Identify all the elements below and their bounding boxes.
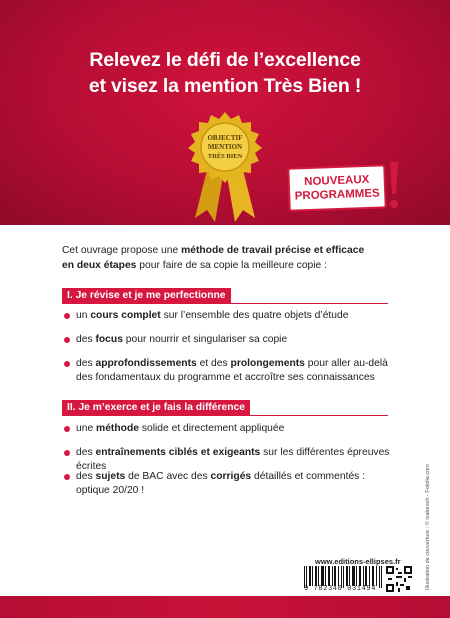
cover-credit: Illustration de couverture : © izabeveh - Fotolia.com [425, 464, 431, 590]
new-programs-stamp [287, 164, 386, 211]
intro-text-2: pour faire de sa copie la meilleure copie : [136, 259, 328, 271]
intro-paragraph [62, 244, 392, 273]
medal-line-3: TRÈS BIEN [207, 153, 243, 160]
list-item: des entraînements ciblés et exigeants sur les différentes épreuves écrites [62, 446, 392, 474]
isbn-number: 9 782340 031494 [304, 585, 377, 593]
medal-line-2: MENTION [207, 143, 243, 151]
qr-code-icon [386, 566, 412, 592]
list-item: un cours complet sur l’ensemble des quatre objets d’étude [62, 309, 392, 323]
exclamation-icon [388, 160, 400, 212]
headline-line-2: et visez la mention Très Bien ! [88, 75, 362, 97]
medal-icon [181, 110, 269, 230]
section-1-rule [62, 303, 388, 304]
intro-text-1: Cet ouvrage propose une [62, 245, 182, 256]
publisher-url: www.editions-ellipses.fr [315, 557, 401, 566]
cover-bottom-band [0, 596, 450, 618]
stamp-line-1: NOUVEAUX [303, 173, 370, 189]
intro-bold-1: méthode de travail précise et efficace [181, 245, 365, 256]
stamp-line-2: PROGRAMMES [294, 187, 380, 203]
section-1-title: I. Je révise et je me perfectionne [62, 288, 231, 303]
cover-headline [0, 47, 450, 99]
list-item: des sujets de BAC avec des corrigés détaillés et commentés : optique 20/20 ! [62, 470, 392, 498]
section-2-title: II. Je m’exerce et je fais la différence [62, 400, 250, 415]
intro-bold-2: en deux étapes [62, 259, 137, 271]
list-item: une méthode solide et directement appliquée [62, 422, 392, 436]
section-2-rule [62, 415, 388, 416]
list-item: des focus pour nourrir et singulariser sa copie [62, 333, 392, 347]
headline-line-1: Relevez le défi de l’excellence [89, 49, 361, 71]
list-item: des approfondissements et des prolongements pour aller au-delà des fondamentaux du programme et accroître ses connaissances [62, 357, 392, 385]
medal-line-1: OBJECTIF [207, 134, 243, 142]
